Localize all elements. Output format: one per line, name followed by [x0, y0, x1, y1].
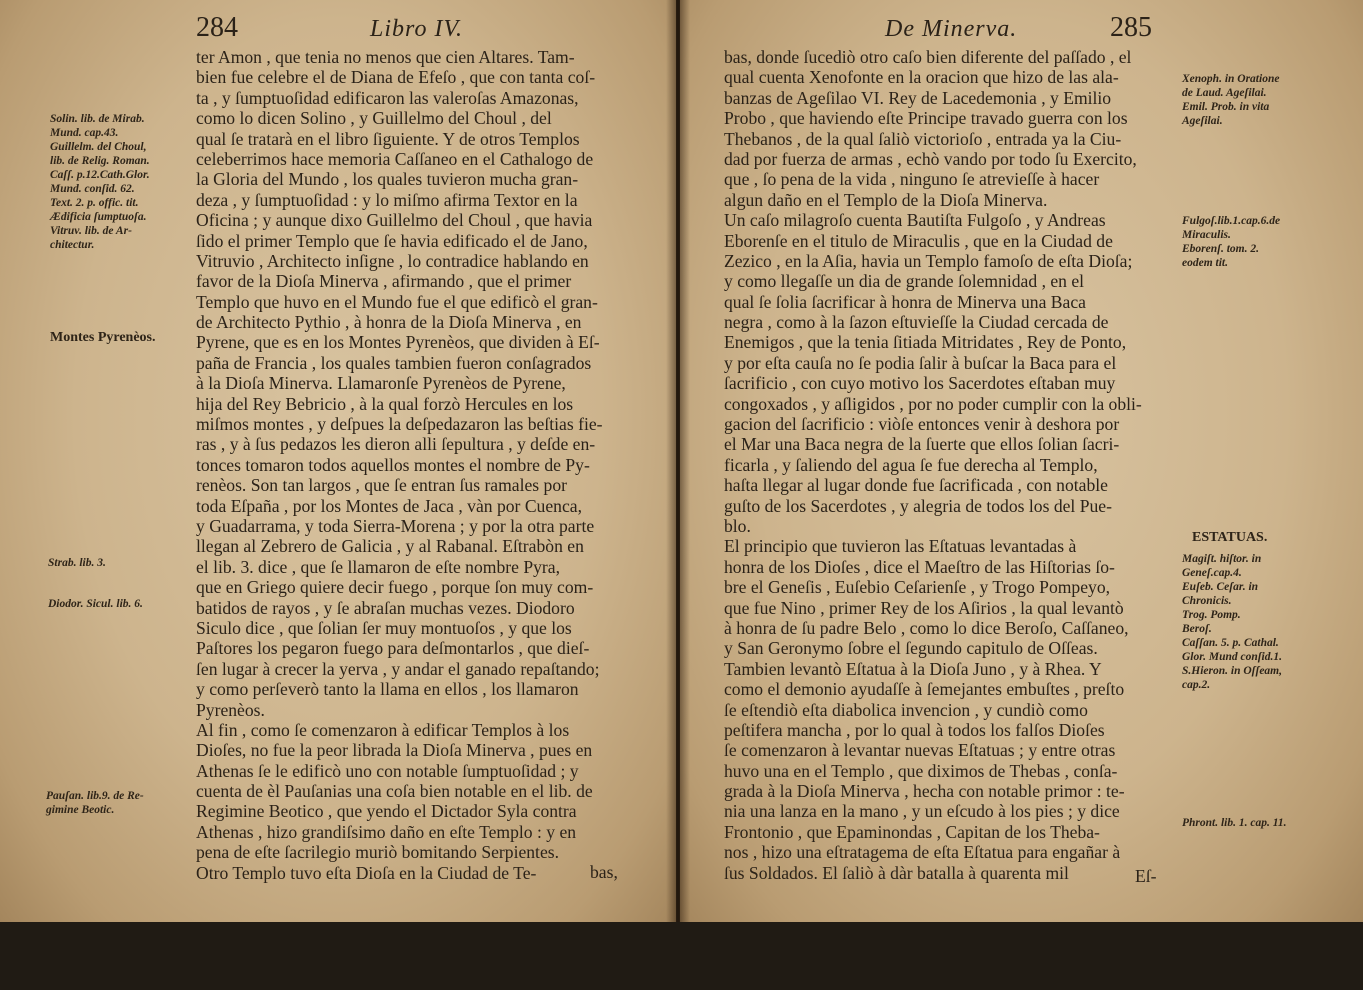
- text-line: paña de Francia , los quales tambien fueron conſagrados: [196, 352, 592, 373]
- left-catchword: bas,: [590, 862, 618, 882]
- margin-note-line: de Laud. Ageſilai.: [1182, 87, 1267, 99]
- text-line: renèos. Son tan largos , que ſe entran ſus ramales por: [196, 475, 567, 496]
- text-line: tonces tomaron todos aquellos montes el nombre de Py-: [196, 454, 590, 475]
- text-line: y por eſta cauſa no ſe podia ſalir à buſcar la Baca para el: [724, 352, 1117, 373]
- margin-note-line: Mund. conſid. 62.: [50, 183, 135, 195]
- text-line: como lo dicen Solino , y Guillelmo del Choul , del: [196, 108, 552, 129]
- text-line: toda Eſpaña , por los Montes de Jaca , vàn por Cuenca,: [196, 495, 582, 516]
- text-line: haſta llegar al lugar donde fue ſacrificada , con notable: [724, 475, 1108, 496]
- text-line: honra de los Dioſes , dice el Maeſtro de las Hiſtorias ſo-: [724, 556, 1115, 577]
- text-line: ſacrificio , con cuyo motivo los Sacerdotes eſtaban muy: [724, 373, 1116, 394]
- margin-note-line: Magiſt. hiſtor. in: [1182, 553, 1262, 565]
- text-line: à la Dioſa Minerva. Llamaronſe Pyrenèos de Pyrene,: [196, 373, 566, 394]
- text-line: y San Geronymo ſobre el ſegundo capitulo de Oſſeas.: [724, 638, 1098, 659]
- text-line: Thebanos , de la qual ſaliò victorioſo , entrada ya la Ciu-: [724, 128, 1122, 149]
- text-line: qual ſe ſolia ſacrificar à honra de Minerva una Baca: [724, 291, 1086, 312]
- margin-note-line: Geneſ.cap.4.: [1182, 567, 1242, 579]
- margin-note-line: Beroſ.: [1182, 623, 1212, 635]
- left-margin-note-diodoro: [48, 597, 143, 611]
- text-line: ſen lugar à crecer la yerva , y andar el ganado repaſtando;: [196, 658, 600, 679]
- text-line: batidos de rayos , y ſe abraſan muchas vezes. Diodoro: [196, 597, 575, 618]
- left-margin-note-pausanias: [46, 789, 144, 817]
- text-line: algun daño en el Templo de la Dioſa Minerva.: [724, 189, 1048, 210]
- text-line: nia una lanza en la mano , y un eſcudo à los pies ; y dice: [724, 801, 1120, 822]
- margin-note-line: chitectur.: [50, 239, 95, 251]
- text-line: que en Griego quiere decir fuego , porque ſon muy com-: [196, 577, 594, 598]
- margin-note-line: Ædificia ſumptuoſa.: [50, 211, 147, 223]
- margin-note-line: Mund. cap.43.: [50, 127, 119, 139]
- text-line: de Architecto Pythio , à honra de la Dioſa Minerva , en: [196, 312, 582, 333]
- text-line: y como perſeverò tanto la llama en ellos , los llamaron: [196, 679, 579, 700]
- margin-note-line: Fulgoſ.lib.1.cap.6.de: [1182, 215, 1281, 227]
- margin-note-line: Text. 2. p. offic. tit.: [50, 197, 139, 209]
- text-line: Vitruvio , Architecto inſigne , lo contradice hablando en: [196, 250, 589, 271]
- text-line: Eborenſe en el titulo de Miraculis , que en la Ciudad de: [724, 230, 1113, 251]
- margin-note-line: Phront. lib. 1. cap. 11.: [1182, 817, 1287, 829]
- left-margin-title-montes: Montes Pyrenèos.: [50, 330, 156, 345]
- text-line: Tambien levantò Eſtatua à la Dioſa Juno , y à Rhea. Y: [724, 658, 1102, 679]
- text-line: gacion del ſacrificio : viòſe entonces venir à deshora por: [724, 414, 1120, 435]
- text-line: Athenas ſe le edificò uno con notable ſumptuoſidad ; y: [196, 760, 579, 781]
- text-line: nos , hizo una eſtratagema de eſta Eſtatua para engañar à: [724, 842, 1121, 863]
- text-line: El principio que tuvieron las Eſtatuas levantadas à: [724, 536, 1077, 557]
- text-line: y como llegaſſe un dia de grande ſolemnidad , en el: [724, 271, 1085, 292]
- text-line: Al fin , como ſe comenzaron à edificar Templos à los: [196, 719, 570, 740]
- text-line: Otro Templo tuvo eſta Dioſa en la Ciudad de Te-: [196, 862, 537, 883]
- text-line: pena de eſte ſacrilegio muriò bomitando Serpientes.: [196, 842, 559, 863]
- text-line: congoxados , y aſligidos , por no poder cumplir con la obli-: [724, 393, 1142, 414]
- text-line: banzas de Ageſilao VI. Rey de Lacedemonia , y Emilio: [724, 87, 1112, 108]
- text-line: ſus Soldados. El ſaliò à dàr batalla à quarenta mil: [724, 862, 1069, 883]
- left-running-head: Libro IV.: [370, 16, 464, 42]
- right-running-head: De Minerva.: [885, 16, 1018, 42]
- text-line: ſe comenzaron à levantar nuevas Eſtatuas ; y entre otras: [724, 740, 1116, 761]
- margin-note-line: Euſeb. Ceſar. in: [1182, 581, 1259, 593]
- margin-note-line: Caſſan. 5. p. Cathal.: [1182, 637, 1279, 649]
- text-line: favor de la Dioſa Minerva , afirmando , que el primer: [196, 271, 572, 292]
- text-line: el Mar una Baca negra de la ſuerte que ellos ſolian ſacri-: [724, 434, 1120, 455]
- text-line: ſido el primer Templo que ſe havia edificado el de Jano,: [196, 230, 588, 251]
- left-body-text: [196, 47, 636, 883]
- text-line: bas, donde ſucediò otro caſo bien diferente del paſſado , el: [724, 47, 1132, 67]
- left-margin-note-1: [50, 112, 150, 252]
- text-line: ras , y à ſus pedazos les dieron alli ſepultura , y deſde en-: [196, 434, 596, 455]
- right-body-text: [724, 47, 1170, 883]
- text-line: como el demonio ayudaſſe à ſemejantes embuſtes , preſto: [724, 679, 1125, 700]
- margin-note-line: Guillelm. del Choul,: [50, 141, 147, 153]
- margin-note-line: Eborenſ. tom. 2.: [1182, 243, 1259, 255]
- text-line: blo.: [724, 515, 751, 536]
- right-page-number: 285: [1110, 12, 1152, 43]
- text-line: que fue Nino , primer Rey de los Aſirios , la qual levantò: [724, 597, 1124, 618]
- table-surface: [0, 922, 1363, 990]
- text-line: ſe eſtendiò eſta diabolica invencion , y cundiò como: [724, 699, 1088, 720]
- text-line: Dioſes, no fue la peor librada la Dioſa Minerva , pues en: [196, 740, 593, 761]
- text-line: guſto de los Sacerdotes , y alegria de todos los del Pue-: [724, 495, 1112, 516]
- text-line: bien fue celebre el de Diana de Efeſo , que con tanta coſ-: [196, 67, 596, 88]
- margin-note-line: gimine Beotic.: [46, 804, 115, 816]
- text-line: dad por fuerza de armas , echò vando por todo ſu Exercito,: [724, 148, 1137, 169]
- right-margin-note-fulgoso: [1182, 214, 1280, 270]
- text-line: Athenas , hizo grandiſsimo daño en eſte Templo : y en: [196, 821, 577, 842]
- left-page-number: 284: [196, 12, 238, 43]
- text-line: Pyrenèos.: [196, 699, 265, 720]
- right-margin-title-estatuas: ESTATUAS.: [1192, 530, 1268, 545]
- text-line: que , ſo pena de la vida , ninguno ſe atrevieſſe à hacer: [724, 169, 1100, 190]
- text-line: ta , y ſumptuoſidad edificaron las valeroſas Amazonas,: [196, 87, 579, 108]
- margin-note-line: Xenoph. in Oratione: [1182, 73, 1280, 85]
- text-line: huvo una en el Templo , que diximos de Thebas , conſa-: [724, 760, 1118, 781]
- margin-note-line: Vitruv. lib. de Ar-: [50, 225, 132, 237]
- right-margin-note-xenofonte: [1182, 72, 1279, 128]
- text-line: miſmos montes , y deſpues la deſpedazaron las beſtias fie-: [196, 414, 603, 435]
- margin-note-line: cap.2.: [1182, 679, 1211, 691]
- text-line: à honra de ſu padre Belo , como lo dice Beroſo, Caſſaneo,: [724, 617, 1129, 638]
- text-line: qual ſe tratarà en el libro ſiguiente. Y de otros Templos: [196, 128, 580, 149]
- text-line: Paſtores los pegaron fuego para deſmontarlos , que dieſ-: [196, 638, 590, 659]
- text-line: y Guadarrama, y toda Sierra-Morena ; y por la otra parte: [196, 515, 595, 536]
- text-line: Un caſo milagroſo cuenta Bautiſta Fulgoſo , y Andreas: [724, 210, 1106, 231]
- text-line: Siculo dice , que ſolian ſer muy montuoſos , y que los: [196, 617, 572, 638]
- margin-note-line: Solin. lib. de Mirab.: [50, 113, 145, 125]
- margin-note-line: S.Hieron. in Oſſeam,: [1182, 665, 1282, 677]
- text-line: cuenta de èl Pauſanias una coſa bien notable en el lib. de: [196, 781, 593, 802]
- text-line: peſtifera mancha , por lo qual à todos los falſos Dioſes: [724, 719, 1105, 740]
- book-gutter: [666, 0, 690, 922]
- margin-note-line: Pauſan. lib.9. de Re-: [46, 790, 144, 802]
- text-line: Oficina ; y aunque dixo Guillelmo del Choul , que havia: [196, 210, 593, 231]
- margin-note-line: Miraculis.: [1182, 229, 1231, 241]
- text-line: la Gloria del Mundo , los quales tuvieron mucha gran-: [196, 169, 579, 190]
- right-catchword: Eſ-: [1135, 866, 1157, 886]
- text-line: Enemigos , que la tenia ſitiada Mitridates , Rey de Ponto,: [724, 332, 1127, 353]
- text-line: llegan al Zebrero de Galicia , y al Rabanal. Eſtrabòn en: [196, 536, 584, 557]
- margin-note-line: lib. de Relig. Roman.: [50, 155, 150, 167]
- text-line: Regimine Beotico , que yendo el Dictador Syla contra: [196, 801, 577, 822]
- text-line: Pyrene, que es en los Montes Pyrenèos, que dividen à Eſ-: [196, 332, 600, 353]
- text-line: el lib. 3. dice , que ſe llamaron de eſte nombre Pyra,: [196, 556, 560, 577]
- right-margin-note-frontonio: [1182, 816, 1286, 830]
- margin-note-line: Strab. lib. 3.: [48, 557, 106, 569]
- margin-note-line: Trog. Pomp.: [1182, 609, 1241, 621]
- text-line: bre el Geneſis , Euſebio Ceſarienſe , y Trogo Pompeyo,: [724, 577, 1111, 598]
- text-line: negra , como à la ſazon eſtuvieſſe la Ciudad cercada de: [724, 312, 1109, 333]
- margin-note-line: Ageſilai.: [1182, 115, 1223, 127]
- margin-note-line: Caſſ. p.12.Cath.Glor.: [50, 169, 150, 181]
- margin-note-line: Glor. Mund conſid.1.: [1182, 651, 1283, 663]
- text-line: Frontonio , que Epaminondas , Capitan de los Theba-: [724, 821, 1100, 842]
- text-line: grada à la Dioſa Minerva , hecha con notable primor : te-: [724, 781, 1125, 802]
- margin-note-line: Chronicis.: [1182, 595, 1232, 607]
- text-line: celeberrimos hace memoria Caſſaneo en el Cathalogo de: [196, 148, 594, 169]
- margin-note-line: Diodor. Sicul. lib. 6.: [48, 598, 143, 610]
- left-margin-note-strabo: [48, 556, 106, 570]
- text-line: Probo , que haviendo eſte Principe travado guerra con los: [724, 108, 1128, 129]
- margin-note-line: Emil. Prob. in vita: [1182, 101, 1270, 113]
- text-line: deza , y ſumptuoſidad : y lo miſmo afirma Textor en la: [196, 189, 578, 210]
- right-margin-note-estatuas-sources: [1182, 552, 1282, 692]
- text-line: ter Amon , que tenia no menos que cien Altares. Tam-: [196, 47, 575, 67]
- text-line: qual cuenta Xenofonte en la oracion que hizo de las ala-: [724, 67, 1119, 88]
- text-line: ficarla , y ſaliendo del agua ſe fue derecha al Templo,: [724, 454, 1098, 475]
- text-line: Zezico , en la Aſia, havia un Templo famoſo de eſta Dioſa;: [724, 250, 1133, 271]
- text-line: Templo que huvo en el Mundo fue el que edificò el gran-: [196, 291, 598, 312]
- text-line: hija del Rey Bebricio , à la qual forzò Hercules en los: [196, 393, 574, 414]
- margin-note-line: eodem tit.: [1182, 257, 1228, 269]
